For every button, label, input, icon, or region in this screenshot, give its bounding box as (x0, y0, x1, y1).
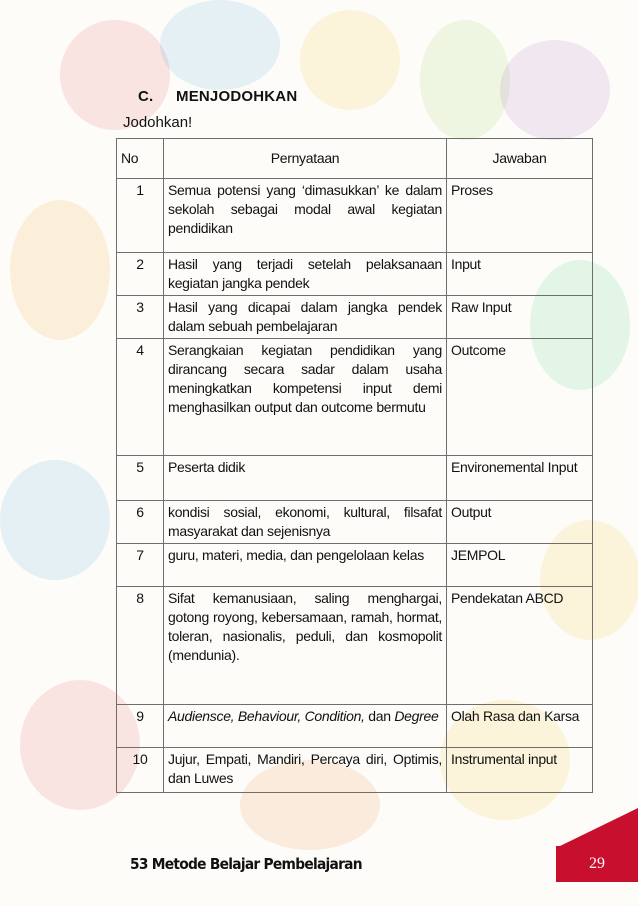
table-row (117, 179, 593, 253)
row-number: 8 (117, 587, 164, 705)
book-title-footer: 53 Metode Belajar Pembelajaran (130, 855, 362, 873)
row-statement: Sifat kemanusiaan, saling menghargai, gotong royong, kebersamaan, ramah, hormat, toleran, nasionalis, peduli, dan kosmopolit (mendunia). (164, 587, 447, 705)
table-row (117, 705, 593, 748)
row-statement: Serangkaian kegiatan pendidikan yang dirancang secara sadar dalam usaha meningkatkan kompetensi input demi menghasilkan output dan outcome bermutu (164, 339, 447, 456)
row-number: 2 (117, 253, 164, 296)
table-row (117, 456, 593, 501)
table-row (117, 296, 593, 339)
row-number: 6 (117, 501, 164, 544)
row-answer: Output (447, 501, 593, 544)
table-row (117, 253, 593, 296)
page-tab-corner (560, 808, 638, 846)
header-statement: Pernyataan (164, 139, 447, 179)
row-number: 5 (117, 456, 164, 501)
statement-conjunction: dan (368, 708, 391, 724)
row-answer: Instrumental input (447, 748, 593, 793)
table-row (117, 544, 593, 587)
row-statement: Hasil yang dicapai dalam jangka pendek dalam sebuah pembelajaran (164, 296, 447, 339)
statement-italic-part-2: Degree (394, 708, 439, 724)
row-answer: Raw Input (447, 296, 593, 339)
row-statement: Semua potensi yang ‘dimasukkan’ ke dalam sekolah sebagai modal awal kegiatan pendidikan (164, 179, 447, 253)
table-row (117, 501, 593, 544)
page-number: 29 (589, 855, 605, 872)
row-answer: Proses (447, 179, 593, 253)
row-statement (164, 705, 447, 748)
row-statement: Hasil yang terjadi setelah pelaksanaan kegiatan jangka pendek (164, 253, 447, 296)
row-number: 1 (117, 179, 164, 253)
row-statement: Peserta didik (164, 456, 447, 501)
header-answer: Jawaban (447, 139, 593, 179)
table-row (117, 748, 593, 793)
row-statement: guru, materi, media, dan pengelolaan kelas (164, 544, 447, 587)
row-answer: Olah Rasa dan Karsa (447, 705, 593, 748)
table-header-row (117, 139, 593, 179)
matching-table (116, 138, 593, 793)
row-statement: Jujur, Empati, Mandiri, Percaya diri, Optimis, dan Luwes (164, 748, 447, 793)
table-row (117, 339, 593, 456)
row-answer: Environemental Input (447, 456, 593, 501)
section-title: MENJODOHKAN (176, 88, 298, 105)
section-number: C. (138, 88, 154, 105)
statement-italic-part: Audiensce, Behaviour, Condition, (168, 708, 365, 724)
row-answer: Input (447, 253, 593, 296)
table-row (117, 587, 593, 705)
row-answer: Pendekatan ABCD (447, 587, 593, 705)
row-number: 4 (117, 339, 164, 456)
row-number: 3 (117, 296, 164, 339)
row-answer: Outcome (447, 339, 593, 456)
row-statement: kondisi sosial, ekonomi, kultural, filsafat masyarakat dan sejenisnya (164, 501, 447, 544)
instruction-text: Jodohkan! (123, 114, 193, 131)
header-no: No (117, 139, 164, 179)
row-number: 7 (117, 544, 164, 587)
section-heading (138, 88, 297, 105)
row-number: 10 (117, 748, 164, 793)
row-number: 9 (117, 705, 164, 748)
row-answer: JEMPOL (447, 544, 593, 587)
